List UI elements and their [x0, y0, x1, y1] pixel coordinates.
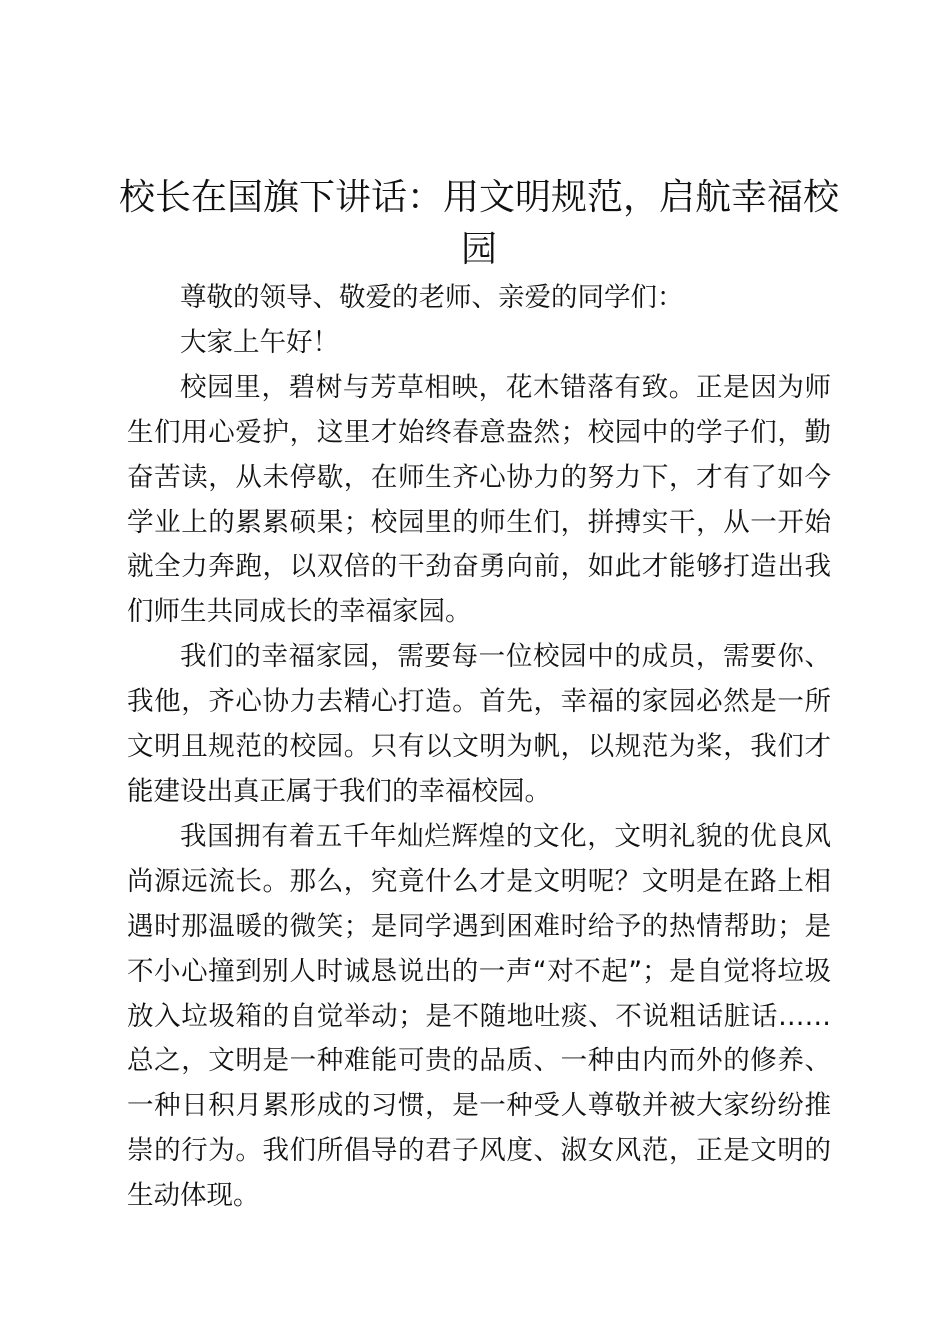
paragraph-salutation: 尊敬的领导、敬爱的老师、亲爱的同学们： — [180, 282, 684, 313]
paragraph-campus: 校园里，碧树与芳草相映，花木错落有致。正是因为师生们用心爱护，这里才始终春意盎然；校园中的学子们，勤奋苦读，从未停歇，在师生齐心协力的努力下，才有了如今学业上的累累硕果；校园里的师生们，拼搏实干，从一开始就全力奔跑，以双倍的干劲奋勇向前，如此才能够打造出我们师生共同成长的幸福家园。 — [127, 371, 831, 628]
paragraph-greeting: 大家上午好！ — [180, 326, 339, 358]
paragraph-happy-home: 我们的幸福家园，需要每一位校园中的成员，需要你、我他，齐心协力去精心打造。首先，幸福的家园必然是一所文明且规范的校园。只有以文明为帆，以规范为桨，我们才能建设出真正属于我们的幸福校园。 — [127, 641, 831, 807]
document-title: 校长在国旗下讲话：用文明规范，启航幸福校园 — [118, 177, 839, 270]
paragraph-civilization: 我国拥有着五千年灿烂辉煌的文化，文明礼貌的优良风尚源远流长。那么，究竟什么才是文明呢？文明是在路上相遇时那温暖的微笑；是同学遇到困难时给予的热情帮助；是不小心撞到别人时诚恳说出的一声“对不起”；是自觉将垃圾放入垃圾箱的自觉举动；是不随地吐痰、不说粗话脏话……总之，文明是一种难能可贵的品质、一种由内而外的修养、一种日积月累形成的习惯，是一种受人尊敬并被大家纷纷推崇的行为。我们所倡导的君子风度、淑女风范，正是文明的生动体现。 — [127, 820, 831, 1212]
document-body — [127, 276, 831, 1219]
